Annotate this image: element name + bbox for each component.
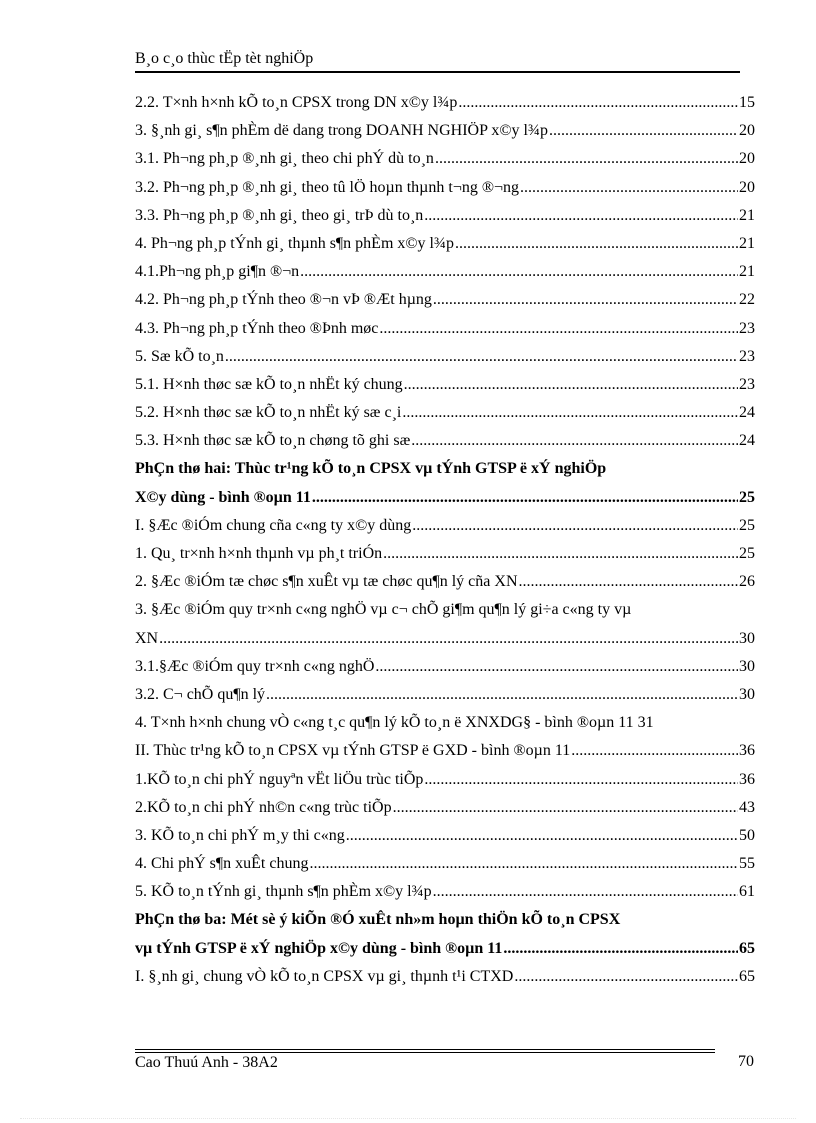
toc-entry-page: 22 (739, 291, 755, 309)
toc-entry (135, 179, 755, 207)
toc-entry-title: 3.2. Ph¬ng ph¸p ®¸nh gi¸ theo tû lÖ hoµn thµnh t¬ng ®¬ng (135, 178, 520, 196)
toc-leader-dots (435, 150, 738, 168)
toc-entry (135, 658, 755, 686)
toc-entry-title: XN (135, 629, 159, 647)
toc-leader-dots (312, 489, 738, 507)
toc-entry-title: 1.KÕ to¸n chi phÝ nguyªn vËt liÖu trùc tiÕp (135, 770, 424, 788)
toc-leader-dots (411, 432, 738, 450)
toc-entry (135, 517, 755, 545)
toc-leader-dots (266, 686, 738, 704)
toc-leader-dots (503, 940, 738, 958)
toc-entry-page: 23 (739, 319, 755, 337)
toc-leader-dots (375, 658, 738, 676)
toc-leader-dots (300, 263, 738, 281)
toc-entry (135, 714, 755, 742)
toc-leader-dots (393, 799, 738, 817)
toc-entry (135, 545, 755, 573)
toc-leader-dots (402, 404, 738, 422)
toc-entry (135, 686, 755, 714)
toc-entry-page: 30 (739, 629, 755, 647)
toc-leader-dots (225, 348, 738, 366)
toc-entry (135, 883, 755, 911)
toc-leader-dots (159, 630, 738, 648)
toc-entry-page: 23 (739, 347, 755, 365)
toc-leader-dots (458, 94, 738, 112)
toc-entry (135, 404, 755, 432)
toc-entry-page: 20 (739, 122, 755, 140)
toc-entry-page: 55 (739, 855, 755, 873)
toc-entry-title: PhÇn thø ba: Mét sè ý kiÕn ®Ó xuÊt nh»m hoµn thiÖn kÕ to¸n CPSX (135, 911, 621, 929)
footer-rule-double (135, 1052, 715, 1053)
toc-entry-page: 65 (739, 939, 755, 957)
footer-author: Cao Thuú Anh - 38A2 (135, 1054, 278, 1071)
toc-entry (135, 742, 755, 770)
toc-entry-page: 21 (739, 234, 755, 252)
toc-entry-title: PhÇn thø hai: Thùc tr¹ng kÕ to¸n CPSX vµ tÝnh GTSP ë xÝ nghiÖp (135, 460, 607, 478)
toc-entry (135, 855, 755, 883)
toc-entry-title: 5.3. H×nh thøc sæ kÕ to¸n chøng tõ ghi sæ (135, 432, 411, 450)
toc-entry-page: 23 (739, 375, 755, 393)
toc-entry (135, 207, 755, 235)
toc-entry-title: I. §Æc ®iÓm chung cña c«ng ty x©y dùng (135, 516, 412, 534)
toc-entry-page: 15 (739, 94, 755, 111)
toc-entry-title: 3. KÕ to¸n chi phÝ m¸y thi c«ng (135, 826, 345, 844)
toc-entry-title: vµ tÝnh GTSP ë xÝ nghiÖp x©y dùng - bình ®oµn 11 (135, 939, 503, 957)
toc-entry (135, 771, 755, 799)
toc-leader-dots (433, 883, 738, 901)
toc-leader-dots (519, 573, 739, 591)
toc-entry (135, 122, 755, 150)
toc-leader-dots (455, 235, 738, 253)
toc-entry-page: 21 (739, 206, 755, 224)
toc-entry-title: 1. Qu¸ tr×nh h×nh thµnh vµ ph¸t triÓn (135, 545, 383, 562)
toc-leader-dots (379, 320, 738, 338)
toc-entry (135, 94, 755, 122)
toc-entry (135, 150, 755, 178)
toc-entry-title: I. §¸nh gi¸ chung vÒ kÕ to¸n CPSX vµ gi¸ thµnh t¹i CTXD (135, 967, 514, 985)
toc-entry (135, 968, 755, 996)
toc-entry (135, 601, 755, 629)
toc-leader-dots (571, 742, 738, 760)
toc-entry-page: 24 (739, 404, 755, 422)
toc-entry-title: 2. §Æc ®iÓm tæ chøc s¶n xuÊt vµ tæ chøc qu¶n lý cña XN (135, 573, 518, 591)
toc-entry-title: 4. Chi phÝ s¶n xuÊt chung (135, 855, 309, 873)
toc-entry (135, 911, 755, 939)
toc-entry-page: 36 (739, 770, 755, 788)
header-rule (135, 71, 740, 73)
toc-entry-title: 5. KÕ to¸n tÝnh gi¸ thµnh s¶n phÈm x©y l¾p (135, 883, 432, 901)
toc-entry (135, 460, 755, 488)
toc-entry-page: 65 (739, 967, 755, 985)
toc-entry-title: 2.2. T×nh h×nh kÕ to¸n CPSX trong DN x©y l¾p (135, 94, 458, 111)
toc-entry-page: 25 (739, 516, 755, 534)
toc-entry-title: 3.1. Ph¬ng ph¸p ®¸nh gi¸ theo chi phÝ dù to¸n (135, 150, 434, 168)
toc-entry-title: 4.1.Ph¬ng ph¸p gi¶n ®¬n (135, 263, 300, 281)
toc-leader-dots (520, 179, 738, 197)
toc-entry-title: 2.KÕ to¸n chi phÝ nh©n c«ng trùc tiÕp (135, 798, 392, 816)
toc-entry-page: 21 (739, 263, 755, 281)
footer-page-number: 70 (738, 1053, 754, 1070)
toc-entry-title: 4. T×nh h×nh chung vÒ c«ng t¸c qu¶n lý kÕ to¸n ë XNXDG§ - bình ®oµn 11 31 (135, 714, 654, 732)
toc-entry-title: 4. Ph¬ng ph¸p tÝnh gi¸ thµnh s¶n phÈm x©y l¾p (135, 234, 454, 252)
toc-entry-page: 30 (739, 657, 755, 675)
toc-leader-dots (412, 517, 738, 535)
toc-entry (135, 630, 755, 658)
toc-entry (135, 235, 755, 263)
toc-entry (135, 263, 755, 291)
toc-entry (135, 573, 755, 601)
toc-entry-page: 36 (739, 742, 755, 760)
toc-entry-title: 3.1.§Æc ®iÓm quy tr×nh c«ng nghÖ (135, 657, 375, 675)
toc-entry-page: 30 (739, 685, 755, 703)
toc-entry-title: 3.3. Ph¬ng ph¸p ®¸nh gi¸ theo gi¸ trÞ dù to¸n (135, 206, 424, 224)
toc-entry (135, 291, 755, 319)
footer-rule (135, 1049, 715, 1050)
toc-entry-title: 3.2. C¬ chÕ qu¶n lý (135, 685, 266, 703)
toc-entry (135, 799, 755, 827)
toc-entry-title: 3. §Æc ®iÓm quy tr×nh c«ng nghÖ vµ c¬ chÕ gi¶m qu¶n lý gi÷a c«ng ty vµ (135, 601, 632, 619)
table-of-contents (135, 94, 755, 996)
toc-entry-page: 26 (739, 573, 755, 591)
toc-leader-dots (404, 376, 738, 394)
toc-entry-page: 20 (739, 150, 755, 168)
toc-entry-page: 24 (739, 432, 755, 450)
page-bottom-divider (20, 1118, 796, 1119)
toc-leader-dots (433, 291, 738, 309)
toc-leader-dots (424, 207, 738, 225)
page-header-title: B¸o c¸o thùc tËp tèt nghiÖp (135, 50, 314, 67)
toc-entry (135, 348, 755, 376)
toc-entry-page: 20 (739, 178, 755, 196)
toc-entry-page: 25 (739, 545, 755, 562)
toc-leader-dots (549, 122, 738, 140)
toc-entry (135, 489, 755, 517)
toc-entry-title: 5.2. H×nh thøc sæ kÕ to¸n nhËt ký sæ c¸i (135, 404, 402, 422)
toc-entry-title: 5. Sæ kÕ to¸n (135, 347, 224, 365)
toc-entry (135, 940, 755, 968)
toc-entry-page: 25 (739, 488, 755, 506)
toc-entry-title: X©y dùng - bình ®oµn 11 (135, 488, 311, 506)
toc-leader-dots (514, 968, 738, 986)
toc-entry-page: 50 (739, 826, 755, 844)
toc-entry-title: 3. §¸nh gi¸ s¶n phÈm dë dang trong DOANH NGHIÖP x©y l¾p (135, 122, 548, 140)
toc-entry (135, 376, 755, 404)
toc-entry-title: 4.3. Ph¬ng ph¸p tÝnh theo ®Þnh møc (135, 319, 379, 337)
toc-entry (135, 432, 755, 460)
toc-entry-title: 5.1. H×nh thøc sæ kÕ to¸n nhËt ký chung (135, 375, 403, 393)
toc-leader-dots (309, 855, 738, 873)
toc-entry-page: 43 (739, 798, 755, 816)
toc-leader-dots (383, 545, 738, 563)
toc-entry-page: 61 (739, 883, 755, 901)
toc-entry (135, 320, 755, 348)
toc-entry-title: 4.2. Ph¬ng ph¸p tÝnh theo ®¬n vÞ ®Æt hµng (135, 291, 432, 309)
toc-leader-dots (424, 771, 738, 789)
toc-entry (135, 827, 755, 855)
toc-leader-dots (346, 827, 738, 845)
toc-entry-title: II. Thùc tr¹ng kÕ to¸n CPSX vµ tÝnh GTSP ë GXD - bình ®oµn 11 (135, 742, 571, 760)
